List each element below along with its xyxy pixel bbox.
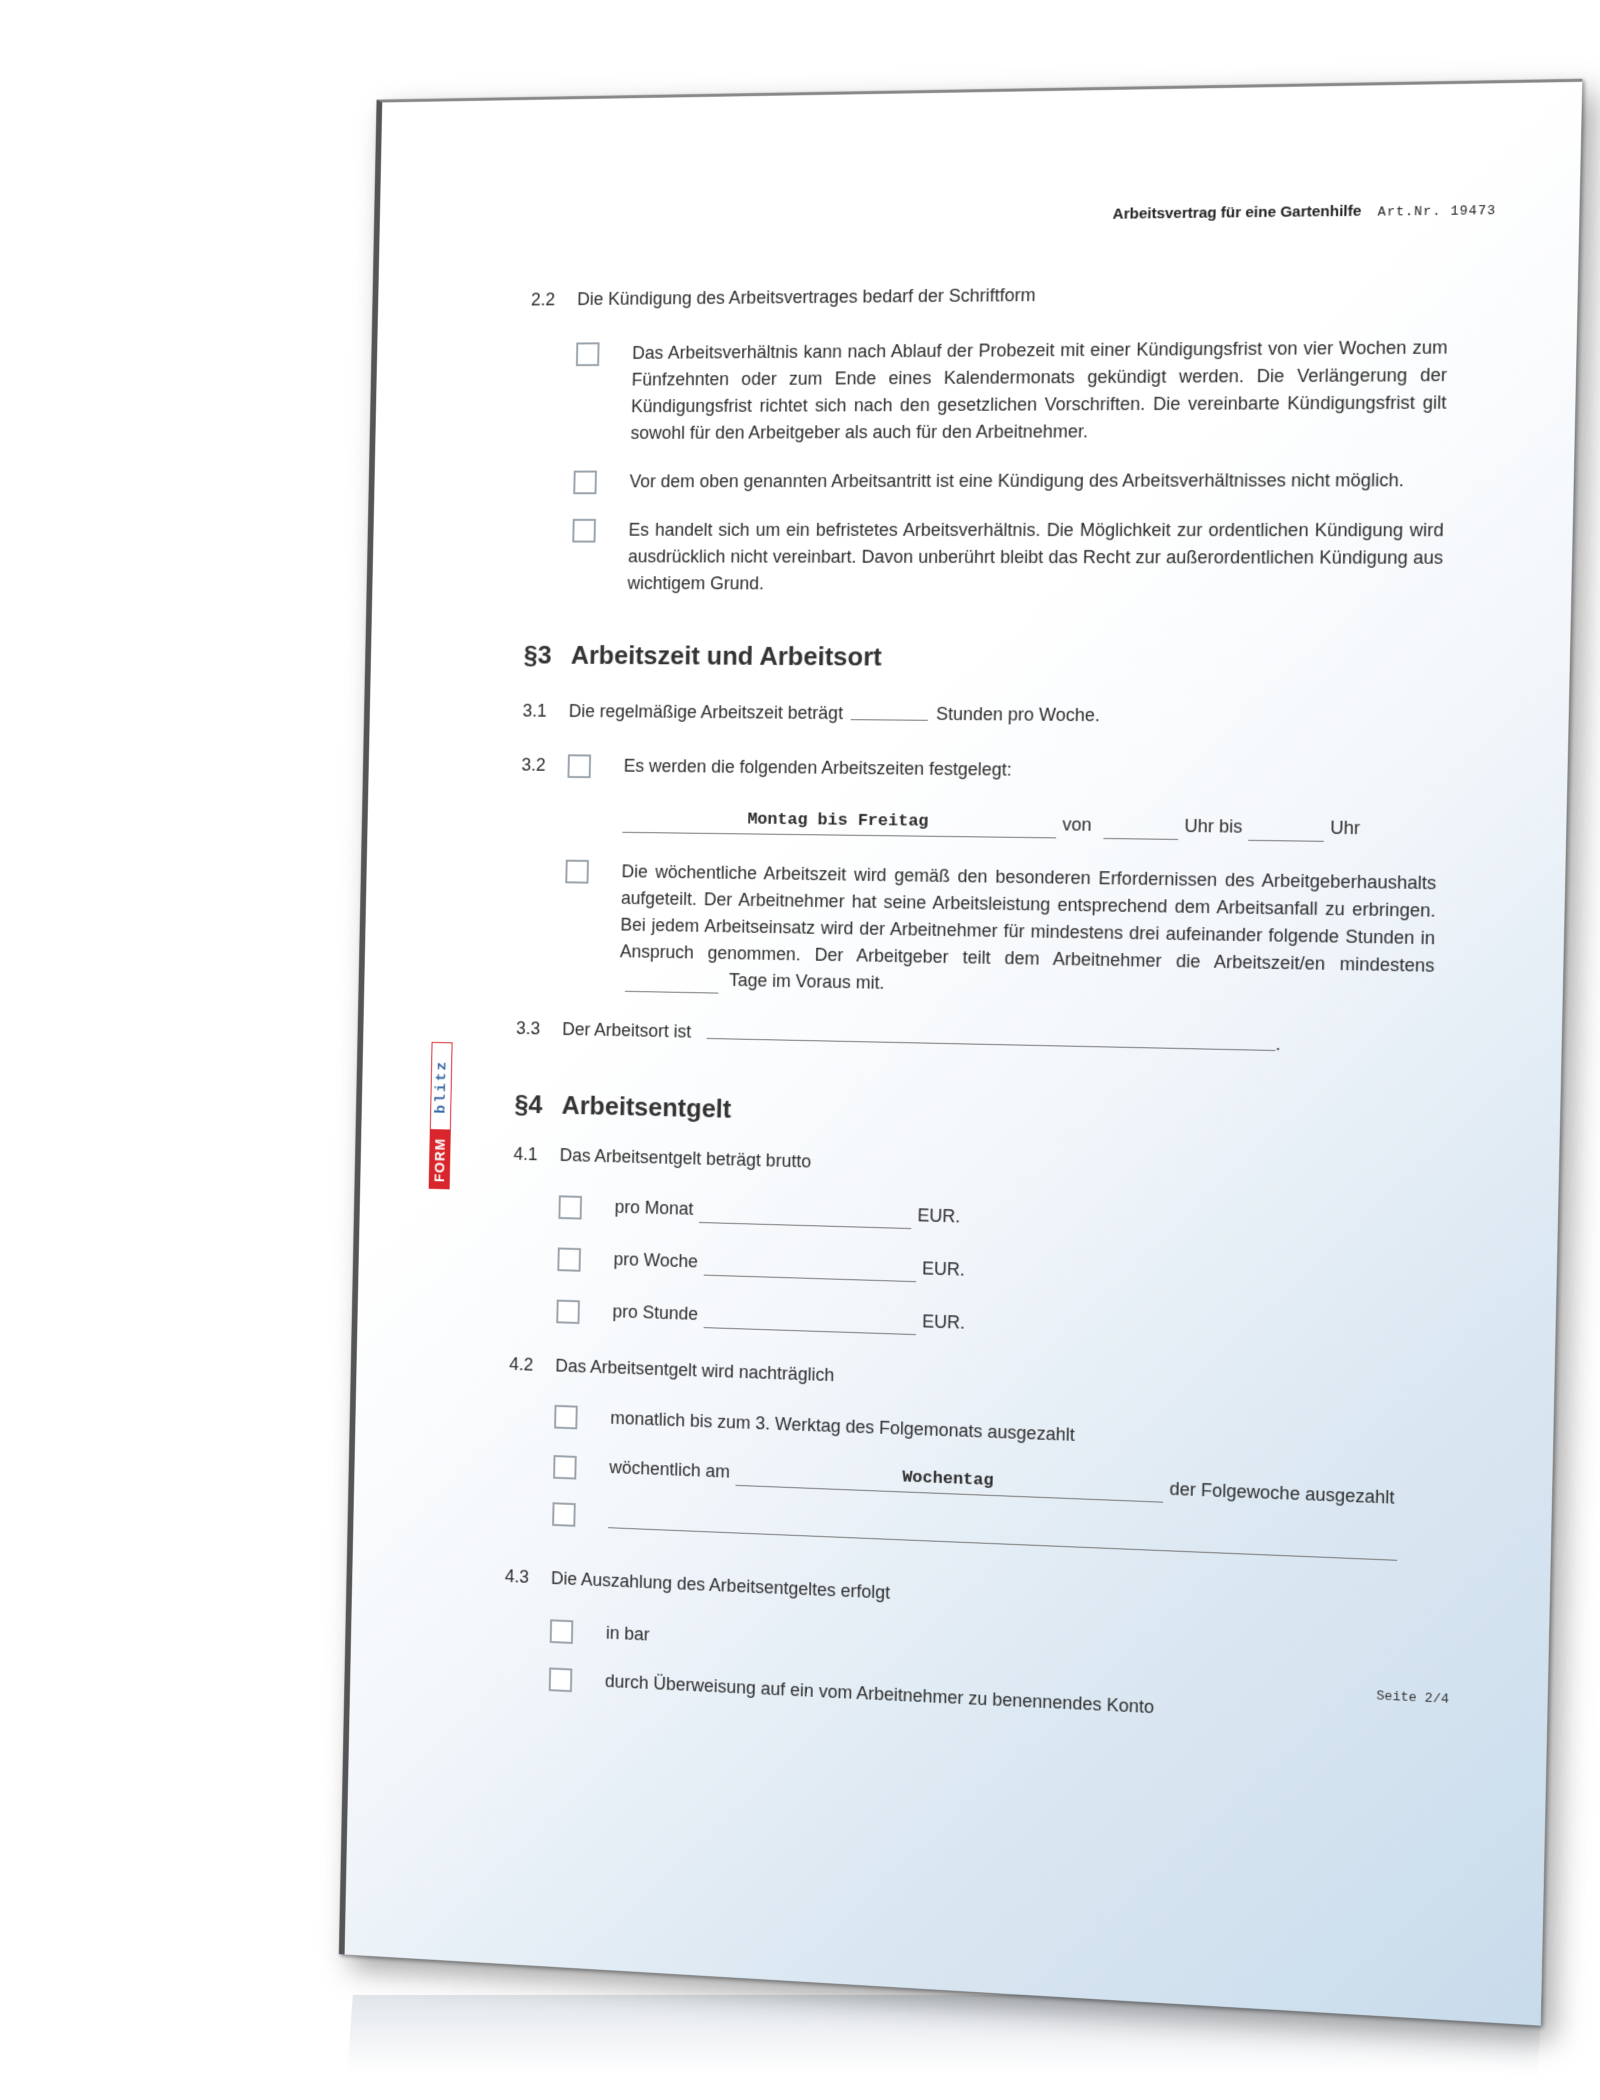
clause-text-end: Stunden pro Woche. [935,703,1101,726]
clause-4-1 [513,1141,1430,1192]
checkbox[interactable] [556,1300,580,1324]
clause-number: 3.3 [515,1018,541,1039]
option-fixed-term [571,517,1444,600]
hours-per-week-field[interactable] [851,700,929,721]
page-header [1113,201,1497,223]
article-number: Art.Nr. 19473 [1377,202,1497,220]
option-notice-period [574,334,1448,447]
option-per-hour [556,1297,1427,1352]
checkbox[interactable] [554,1405,578,1429]
checkbox[interactable] [573,471,597,495]
label-von: von [1062,814,1092,835]
option-text: Es handelt sich um ein befristetes Arbeitsverhältnis. Die Möglichkeit zur ordentlichen Kündigung wird ausdrücklich nicht vereinbart. Davon unberührt bleibt das Recht zur außerordentlichen Kündigung aus wichtigem Grund. [627,519,1444,594]
clause-2-2 [531,278,1449,313]
checkbox[interactable] [549,1667,573,1692]
start-time-field[interactable] [1103,819,1178,840]
clause-4-2 [509,1351,1426,1410]
clause-3-3 [516,1015,1433,1061]
end-time-field[interactable] [1248,821,1324,842]
checkbox[interactable] [567,754,591,778]
option-text-days: Tage im Voraus [728,970,852,993]
clause-text: Es werden die folgenden Arbeitszeiten festgelegt: [623,755,1012,780]
logo-form-text: FORM [429,1130,451,1189]
clause-number: 4.1 [513,1143,538,1165]
days-in-advance-field[interactable] [625,972,719,994]
option-text [619,858,1436,1007]
clause-number: 4.2 [509,1354,534,1375]
option-custom-payment [552,1500,1422,1562]
clause-dot: . [1275,1033,1281,1055]
clause-4-3 [505,1563,1421,1630]
document-page [339,79,1582,2026]
document-title: Arbeitsvertrag für eine Gartenhilfe [1112,202,1362,223]
checkbox[interactable] [550,1619,574,1644]
checkbox[interactable] [557,1247,581,1271]
currency-label: EUR. [921,1258,966,1280]
weekday-field[interactable]: Wochentag [736,1458,1164,1503]
section-sign: §3 [523,639,552,670]
clause-text: Die Kündigung des Arbeitsvertrages bedarf der Schriftform [577,284,1036,310]
option-text: monatlich bis zum 3. Werktag des Folgemonats ausgezahlt [610,1407,1075,1445]
option-text: Das Arbeitsverhältnis kann nach Ablauf der Probezeit mit einer Kündigungsfrist von vier Wochen zum Fünfzehnten oder zum Ende eines Kalendermonats gekündigt werden. Die Verlängerung der Kündigungsfrist richtet sich nach den gesetzlichen Vorschriften. Die vereinbarte Kündigungsfrist gilt sowohl für den Arbeitgeber als auch für den Arbeitnehmer. [630,337,1448,443]
custom-payment-field[interactable] [608,1508,1397,1560]
option-monthly-payment [554,1403,1424,1462]
clause-text: Das Arbeitsentgelt beträgt brutto [559,1145,812,1172]
clause-text: Die regelmäßige Arbeitszeit beträgt [568,701,844,724]
option-label: pro Woche [613,1249,699,1272]
option-text: durch Überweisung auf ein vom Arbeitnehmer zu benennendes Konto [604,1671,1155,1718]
document-content [503,278,1450,1734]
option-no-termination-before-start [573,467,1445,495]
option-label: pro Monat [614,1196,694,1219]
option-text-end: mit. [855,972,885,993]
option-text-end: der Folgewoche ausgezahlt [1169,1478,1395,1508]
checkbox[interactable] [572,519,596,543]
option-flexible-hours [563,858,1436,1008]
currency-label: EUR. [917,1205,961,1227]
label-uhr: Uhr [1330,817,1361,839]
page-number: Seite 2/4 [1376,1688,1450,1707]
section-sign: §4 [514,1088,543,1120]
label-uhr-bis: Uhr bis [1184,815,1243,837]
working-days-field[interactable]: Montag bis Freitag [622,805,1056,838]
checkbox[interactable] [552,1502,576,1527]
section-4-heading [514,1088,1431,1140]
clause-text: Das Arbeitsentgelt wird nachträglich [555,1355,835,1386]
monthly-amount-field[interactable] [699,1203,912,1229]
option-weekly-payment [553,1451,1423,1513]
checkbox[interactable] [558,1195,582,1219]
section-title: Arbeitsentgelt [561,1090,732,1124]
clause-3-1 [522,698,1440,732]
option-per-week [557,1245,1428,1298]
document-page-wrapper [339,79,1582,2026]
hourly-amount-field[interactable] [704,1308,917,1335]
clause-number: 3.2 [521,754,546,775]
option-label: pro Stunde [612,1301,699,1324]
option-per-month [558,1192,1429,1244]
option-text: Vor dem oben genannten Arbeitsantritt ist eine Kündigung des Arbeitsverhältnisses nicht möglich. [629,469,1405,492]
clause-text: Die Auszahlung des Arbeitsentgeltes erfolgt [550,1568,891,1603]
formblitz-logo [429,1042,453,1189]
logo-blitz-text: blitz [430,1042,453,1131]
checkbox[interactable] [576,342,600,366]
clause-3-2 [521,752,1439,788]
clause-number: 3.1 [522,700,547,721]
weekly-amount-field[interactable] [703,1256,916,1282]
working-hours-line [622,805,1437,843]
clause-text: Der Arbeitsort ist [562,1019,692,1042]
section-3-heading [523,639,1441,674]
clause-number: 4.3 [504,1566,530,1587]
section-title: Arbeitszeit und Arbeitsort [570,640,883,672]
checkbox[interactable] [565,860,589,884]
option-text-main: Die wöchentliche Arbeitszeit wird gemäß den besonderen Erfordernissen des Arbeitgeberhaushalts aufgeteilt. Der Arbeitnehmer hat seine Arbeitsleistung entsprechend dem Arbeitsanfall zu erbringen. Bei jedem Arbeitseinsatz wird der Arbeitnehmer für mindestens drei aufeinander folgende Stunden in Anspruch genommen. Der Arbeitgeber teilt dem Arbeitnehmer die Arbeitszeit/en mindestens [619,861,1437,976]
checkbox[interactable] [553,1455,577,1480]
option-text: wöchentlich am [609,1457,731,1482]
option-text: in bar [605,1622,650,1645]
work-location-field[interactable] [707,1019,1276,1051]
clause-number: 2.2 [530,289,556,310]
currency-label: EUR. [922,1311,966,1333]
